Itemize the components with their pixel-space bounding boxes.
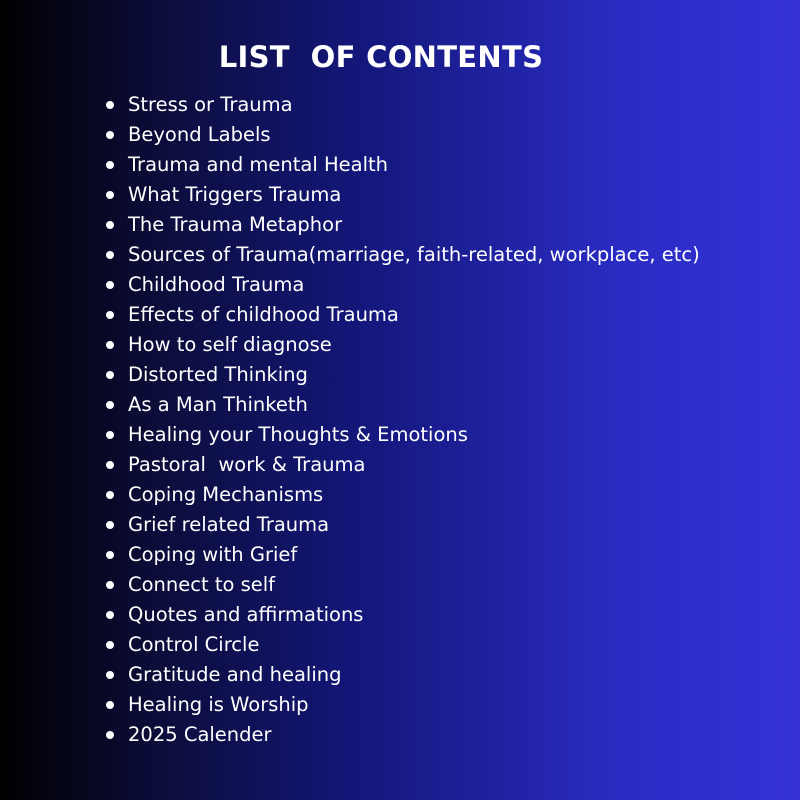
- list-item: [104, 90, 700, 120]
- list-item: [104, 720, 700, 750]
- bullet-icon: [106, 461, 114, 469]
- list-item: [104, 660, 700, 690]
- bullet-icon: [106, 731, 114, 739]
- list-item-text: Gratitude and healing: [128, 663, 342, 686]
- list-item: [104, 360, 700, 390]
- list-item-text: How to self diagnose: [128, 333, 332, 356]
- list-item: [104, 600, 700, 630]
- bullet-icon: [106, 311, 114, 319]
- bullet-icon: [106, 101, 114, 109]
- bullet-icon: [106, 521, 114, 529]
- bullet-icon: [106, 491, 114, 499]
- list-item-text: Beyond Labels: [128, 123, 271, 146]
- bullet-icon: [106, 371, 114, 379]
- list-item: [104, 210, 700, 240]
- list-item: [104, 690, 700, 720]
- list-item: [104, 240, 700, 270]
- list-item: [104, 450, 700, 480]
- bullet-icon: [106, 551, 114, 559]
- list-item-text: Distorted Thinking: [128, 363, 308, 386]
- list-item-text: Coping with Grief: [128, 543, 298, 566]
- list-item-text: Control Circle: [128, 633, 260, 656]
- list-item-text: Sources of Trauma(marriage, faith-related, workplace, etc): [128, 243, 700, 266]
- list-item-text: Quotes and affirmations: [128, 603, 364, 626]
- list-item: [104, 270, 700, 300]
- list-item: [104, 120, 700, 150]
- page-title: LIST OF CONTENTS: [218, 40, 544, 74]
- list-item-text: Coping Mechanisms: [128, 483, 324, 506]
- list-item-text: Effects of childhood Trauma: [128, 303, 399, 326]
- list-item: [104, 300, 700, 330]
- list-item: [104, 570, 700, 600]
- bullet-icon: [106, 281, 114, 289]
- bullet-icon: [106, 221, 114, 229]
- list-item: [104, 630, 700, 660]
- bullet-icon: [106, 401, 114, 409]
- bullet-icon: [106, 701, 114, 709]
- list-item-text: Trauma and mental Health: [128, 153, 388, 176]
- list-item: [104, 510, 700, 540]
- list-item-text: Healing is Worship: [128, 693, 309, 716]
- list-item-text: Pastoral work & Trauma: [128, 453, 366, 476]
- list-item: [104, 150, 700, 180]
- list-item: [104, 180, 700, 210]
- list-item: [104, 540, 700, 570]
- bullet-icon: [106, 611, 114, 619]
- list-item-text: Grief related Trauma: [128, 513, 330, 536]
- bullet-icon: [106, 581, 114, 589]
- list-item: [104, 330, 700, 360]
- bullet-icon: [106, 161, 114, 169]
- bullet-icon: [106, 131, 114, 139]
- list-item: [104, 480, 700, 510]
- bullet-icon: [106, 341, 114, 349]
- list-item-text: Stress or Trauma: [128, 93, 293, 116]
- list-item: [104, 420, 700, 450]
- bullet-icon: [106, 671, 114, 679]
- bullet-icon: [106, 641, 114, 649]
- list-item-text: 2025 Calender: [128, 723, 272, 746]
- bullet-icon: [106, 431, 114, 439]
- list-item-text: The Trauma Metaphor: [128, 213, 343, 236]
- list-item-text: As a Man Thinketh: [128, 393, 308, 416]
- list-item-text: Childhood Trauma: [128, 273, 305, 296]
- list-item-text: What Triggers Trauma: [128, 183, 342, 206]
- list-item-text: Healing your Thoughts & Emotions: [128, 423, 468, 446]
- bullet-icon: [106, 191, 114, 199]
- bullet-icon: [106, 251, 114, 259]
- list-item: [104, 390, 700, 420]
- list-item-text: Connect to self: [128, 573, 276, 596]
- contents-list: [104, 90, 700, 750]
